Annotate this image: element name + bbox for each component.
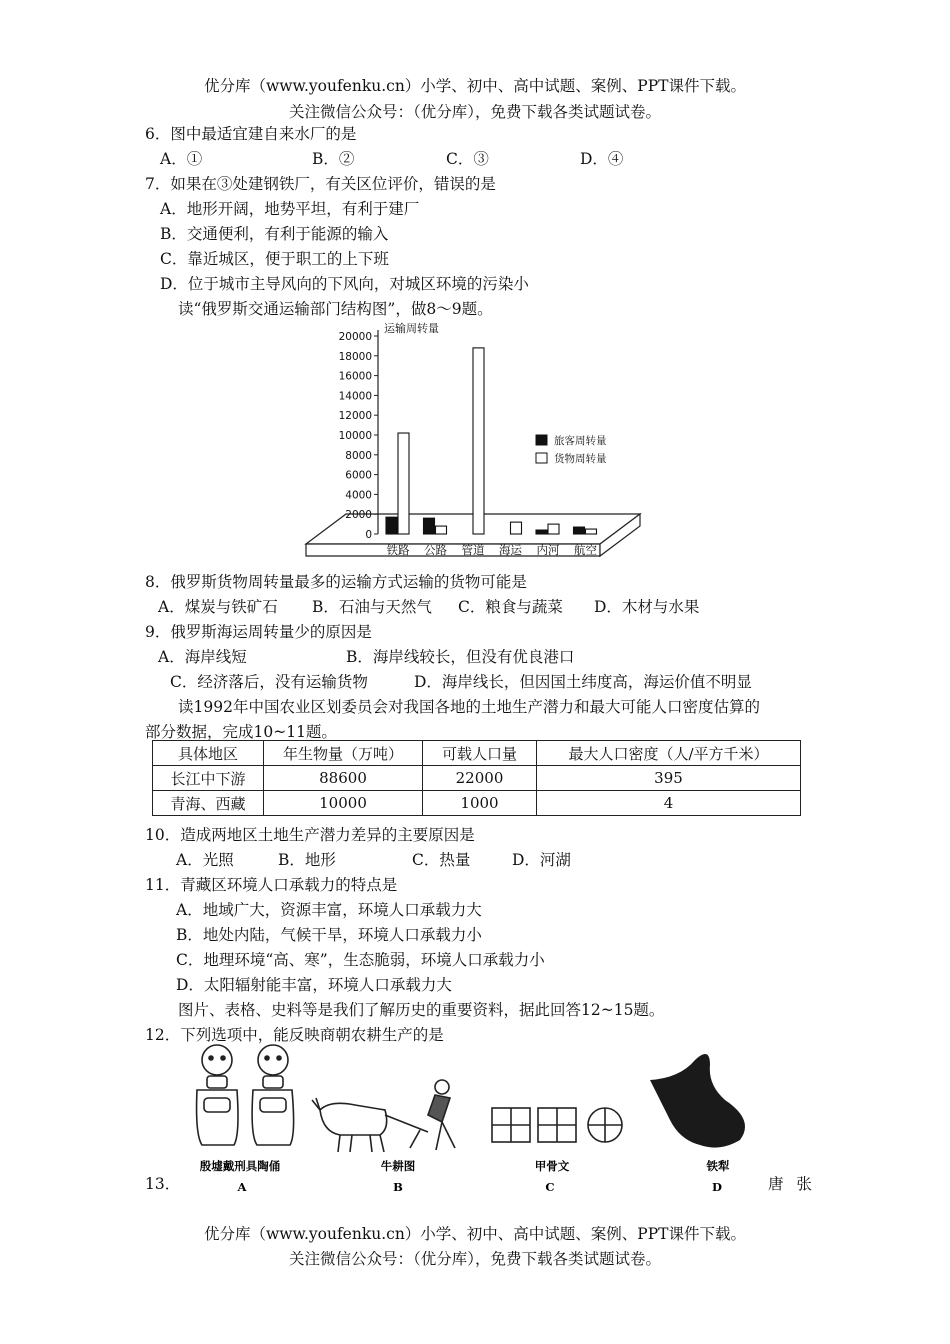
table-cell: 4	[537, 791, 801, 816]
q7-option-d: D．位于城市主导风向的下风向，对城区环境的污染小	[160, 275, 529, 293]
table-header: 最大人口密度（人/平方千米）	[537, 741, 801, 766]
pottery-figurines-image	[197, 1045, 294, 1145]
chart-y-tick-label: 4000	[345, 489, 372, 502]
intro-8-9: 读“俄罗斯交通运输部门结构图”，做8～9题。	[178, 300, 493, 318]
q8-option-c: C．粮食与蔬菜	[458, 598, 563, 616]
table-cell: 长江中下游	[153, 766, 264, 791]
table-row	[153, 766, 801, 791]
q13-number: 13．	[145, 1175, 181, 1193]
q13-text: 唐 张	[768, 1175, 816, 1193]
q11-stem: 11．青藏区环境人口承载力的特点是	[145, 876, 398, 894]
q8-option-a: A．煤炭与铁矿石	[158, 598, 278, 616]
chart-x-tick-label: 铁路	[386, 543, 410, 557]
chart-y-tick-label: 12000	[338, 410, 372, 423]
q10-option-d: D．河湖	[512, 851, 571, 869]
chart-x-tick-label: 内河	[536, 543, 560, 557]
chart-y-tick-label: 16000	[338, 370, 372, 383]
q12-images	[180, 1040, 780, 1200]
q10-stem: 10．造成两地区土地生产潜力差异的主要原因是	[145, 826, 475, 844]
q12-caption-b: 牛耕图	[380, 1159, 416, 1173]
table-header: 可载人口量	[423, 741, 537, 766]
footer-line-1: 优分库（www.youfenku.cn）小学、初中、高中试题、案例、PPT课件下载。	[203, 1225, 747, 1243]
q9-stem: 9．俄罗斯海运周转量少的原因是	[145, 623, 372, 641]
intro-10-11-line2: 部分数据，完成10~11题。	[145, 723, 337, 741]
table-header: 年生物量（万吨）	[264, 741, 423, 766]
chart-y-tick-label: 10000	[338, 430, 372, 442]
q11-option-b: B．地处内陆，气候干旱，环境人口承载力小	[176, 926, 482, 944]
q9-option-a: A．海岸线短	[158, 648, 247, 666]
q8-option-d: D．木材与水果	[594, 598, 700, 616]
footer-line-2: 关注微信公众号：（优分库），免费下载各类试题试卷。	[288, 1250, 661, 1268]
q12-caption-d: 铁犁	[706, 1159, 730, 1173]
data-table	[152, 740, 801, 816]
chart-y-tick-label: 14000	[338, 390, 372, 403]
header-line-2: 关注微信公众号：（优分库），免费下载各类试题试卷。	[288, 103, 661, 121]
chart-bar-freight	[586, 529, 597, 534]
chart-bar-freight	[398, 433, 409, 534]
table-cell: 88600	[264, 766, 423, 791]
q12-letter-d: D	[712, 1180, 722, 1194]
chart-x-tick-label: 海运	[499, 543, 522, 557]
chart-y-tick-label: 20000	[338, 331, 372, 343]
chart-x-tick-label: 公路	[424, 543, 447, 557]
table-cell: 395	[537, 766, 801, 791]
q9-option-d: D．海岸线长，但因国土纬度高，海运价值不明显	[414, 673, 752, 691]
q9-option-c: C．经济落后，没有运输货物	[170, 673, 368, 691]
q7-stem: 7．如果在③处建钢铁厂，有关区位评价，错误的是	[145, 175, 496, 193]
intro-10-11-line1: 读1992年中国农业区划委员会对我国各地的土地生产潜力和最大可能人口密度估算的	[178, 698, 760, 716]
q8-option-b: B．石油与天然气	[312, 598, 432, 616]
q10-option-c: C．热量	[412, 851, 471, 869]
intro-12-15: 图片、表格、史料等是我们了解历史的重要资料，据此回答12~15题。	[178, 1001, 665, 1019]
table-cell: 10000	[264, 791, 423, 816]
q12-caption-c: 甲骨文	[534, 1159, 570, 1173]
q7-option-c: C．靠近城区，便于职工的上下班	[160, 250, 389, 268]
chart-y-tick-label: 18000	[338, 350, 372, 363]
table-row	[153, 791, 801, 816]
q6-option-c: C．③	[446, 150, 489, 168]
q10-option-b: B．地形	[278, 851, 336, 869]
chart-bar-freight	[548, 524, 559, 534]
chart-legend-label: 旅客周转量	[554, 435, 607, 447]
header-line-1: 优分库（www.youfenku.cn）小学、初中、高中试题、案例、PPT课件下载。	[203, 77, 747, 95]
table-cell: 1000	[423, 791, 537, 816]
q6-option-b: B．②	[312, 150, 355, 168]
chart-y-tick-label: 0	[365, 529, 372, 541]
chart-x-tick-label: 航空	[574, 543, 597, 557]
q11-option-c: C．地理环境“高、寒”，生态脆弱，环境人口承载力小	[176, 951, 545, 969]
q6-option-a: A．①	[160, 150, 203, 168]
chart-legend-swatch	[536, 453, 547, 463]
q12-caption-a: 殷墟戴刑具陶俑	[199, 1159, 281, 1173]
table-cell: 青海、西藏	[153, 791, 264, 816]
chart-legend-label: 货物周转量	[554, 453, 607, 465]
chart-bar-freight	[473, 348, 484, 534]
table-header-row	[153, 741, 801, 766]
chart-y-tick-label: 6000	[345, 469, 372, 482]
chart-bar-passenger	[424, 518, 435, 534]
ox-plough-image	[312, 1080, 455, 1152]
q12-letter-b: B	[393, 1180, 403, 1194]
transport-chart	[300, 318, 650, 563]
q12-stem: 12．下列选项中，能反映商朝农耕生产的是	[145, 1026, 444, 1044]
chart-x-tick-label: 管道	[461, 543, 485, 557]
q12-letter-c: C	[545, 1180, 555, 1194]
q9-option-b: B．海岸线较长，但没有优良港口	[346, 648, 575, 666]
q11-option-d: D．太阳辐射能丰富，环境人口承载力大	[176, 976, 452, 994]
chart-bar-passenger	[536, 530, 547, 534]
chart-y-tick-label: 8000	[345, 449, 372, 462]
table-cell: 22000	[423, 766, 537, 791]
q7-option-a: A．地形开阔，地势平坦，有利于建厂	[160, 200, 420, 218]
q11-option-a: A．地域广大，资源丰富，环境人口承载力大	[176, 901, 482, 919]
q6-stem: 6．图中最适宜建自来水厂的是	[145, 125, 357, 143]
q8-stem: 8．俄罗斯货物周转量最多的运输方式运输的货物可能是	[145, 573, 527, 591]
chart-bar-passenger	[574, 527, 585, 534]
q10-option-a: A．光照	[176, 851, 234, 869]
chart-y-tick-label: 2000	[345, 509, 372, 522]
q12-letter-a: A	[237, 1180, 247, 1194]
chart-title: 运输周转量	[384, 322, 439, 335]
chart-bar-passenger	[386, 517, 397, 534]
q7-option-b: B．交通便利，有利于能源的输入	[160, 225, 389, 243]
oracle-bone-glyphs-image	[492, 1108, 622, 1142]
chart-bar-freight	[511, 522, 522, 534]
chart-legend-swatch	[536, 435, 547, 445]
table-header: 具体地区	[153, 741, 264, 766]
iron-plough-image	[650, 1054, 745, 1148]
q6-option-d: D．④	[580, 150, 624, 168]
chart-bar-freight	[436, 526, 447, 534]
